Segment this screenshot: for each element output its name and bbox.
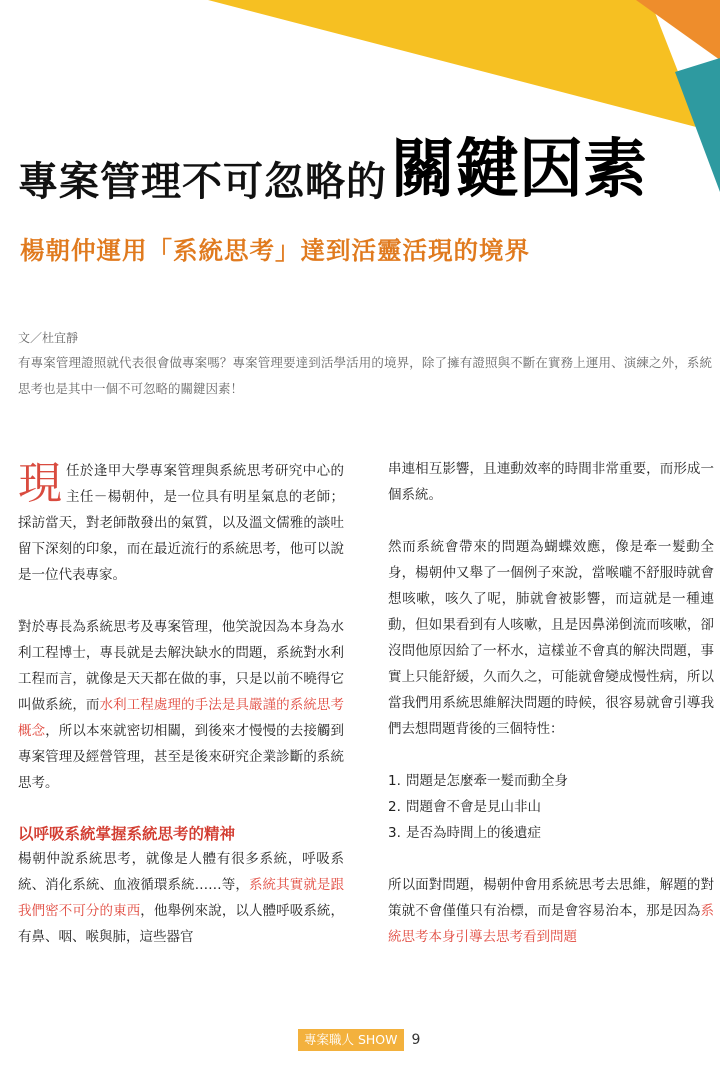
list-item	[388, 820, 714, 846]
article-title	[18, 133, 708, 207]
list-text: 是否為時間上的後遺症	[406, 825, 541, 841]
paragraph-text: 楊朝仲說系統思考，就像是人體有很多系統，呼吸系統、消化系統、血液循環系統……等，	[18, 851, 344, 893]
drop-cap: 現	[18, 458, 62, 509]
list-text: 問題是怎麼牽一髮而動全身	[406, 773, 568, 789]
yellow-accent-shape	[208, 0, 700, 128]
left-column	[18, 458, 344, 976]
magazine-section-badge: 專案職人 SHOW	[298, 1029, 404, 1051]
article-subtitle: 楊朝仲運用「系統思考」達到活靈活現的境界	[20, 236, 530, 265]
intro-paragraph: 有專案管理證照就代表很會做專案嗎？專案管理要達到活學活用的境界，除了擁有證照與不斷在實務上運用、演練之外，系統思考也是其中一個不可忽略的關鍵因素！	[18, 355, 712, 396]
paragraph-text: ，他舉例來說，以人體呼吸系統，有鼻、咽、喉與肺，這些器官	[18, 903, 345, 945]
list-text: 問題會不會是見山非山	[406, 799, 541, 815]
highlight-text: 水利工程處理的手法是具嚴謹的系統思考概念	[18, 697, 345, 739]
title-main: 專案管理不可忽略的	[18, 159, 387, 205]
highlight-text: 系統思考本身引導去思考看到問題	[388, 903, 714, 945]
paragraph	[18, 458, 344, 588]
author-byline: 文／杜宜靜	[18, 331, 79, 345]
list-number: 1.	[388, 773, 401, 789]
paragraph	[18, 614, 344, 796]
highlight-text: 系統其實就是跟我們密不可分的東西	[18, 877, 345, 919]
traits-list	[388, 768, 714, 846]
paragraph	[388, 872, 714, 950]
list-number: 2.	[388, 799, 401, 815]
paragraph-text: 對於專長為系統思考及專案管理，他笑說因為本身為水利工程博士，專長就是去解決缺水的問題，系統對水利工程而言，就像是天天都在做的事，只是以前不曉得它叫做系統，而	[18, 619, 344, 713]
page-footer	[298, 1029, 420, 1051]
section-heading: 以呼吸系統掌握系統思考的精神	[18, 824, 236, 843]
paragraph-text: 任於逢甲大學專案管理與系統思考研究中心的主任－楊朝仲，是一位具有明星氣息的老師；採訪當天，對老師散發出的氣質，以及溫文儒雅的談吐留下深刻的印象，而在最近流行的系統思考，他可以說是一位代表專家。	[18, 463, 344, 583]
paragraph-text: ，所以本來就密切相關，到後來才慢慢的去接觸到專案管理及經營管理，甚至是後來研究企業診斷的系統思考。	[18, 723, 345, 791]
list-item	[388, 794, 714, 820]
paragraph	[18, 846, 344, 950]
paragraph: 然而系統會帶來的問題為蝴蝶效應，像是牽一髮動全身，楊朝仲又舉了一個例子來說，當喉嚨不舒服時就會想咳嗽，咳久了呢，肺就會被影響，而這就是一種連動，但如果看到有人咳嗽，且是因鼻涕倒流而咳嗽，卻沒問他原因給了一杯水，這樣並不會真的解決問題，事實上只能舒緩，久而久之，可能就會變成慢性病，所以當我們用系統思維解決問題的時候，很容易就會引導我們去想問題背後的三個特性：	[388, 539, 714, 737]
page-number: 9	[411, 1032, 421, 1048]
paragraph-text: 所以面對問題，楊朝仲會用系統思考去思維，解題的對策就不會僅僅只有治標，而是會容易治本，那是因為	[388, 877, 714, 919]
title-highlight: 關鍵因素	[391, 133, 647, 207]
right-column	[388, 456, 714, 976]
list-item	[388, 768, 714, 794]
paragraph: 串連相互影響，且連動效率的時間非常重要，而形成一個系統。	[388, 461, 714, 503]
list-number: 3.	[388, 825, 401, 841]
